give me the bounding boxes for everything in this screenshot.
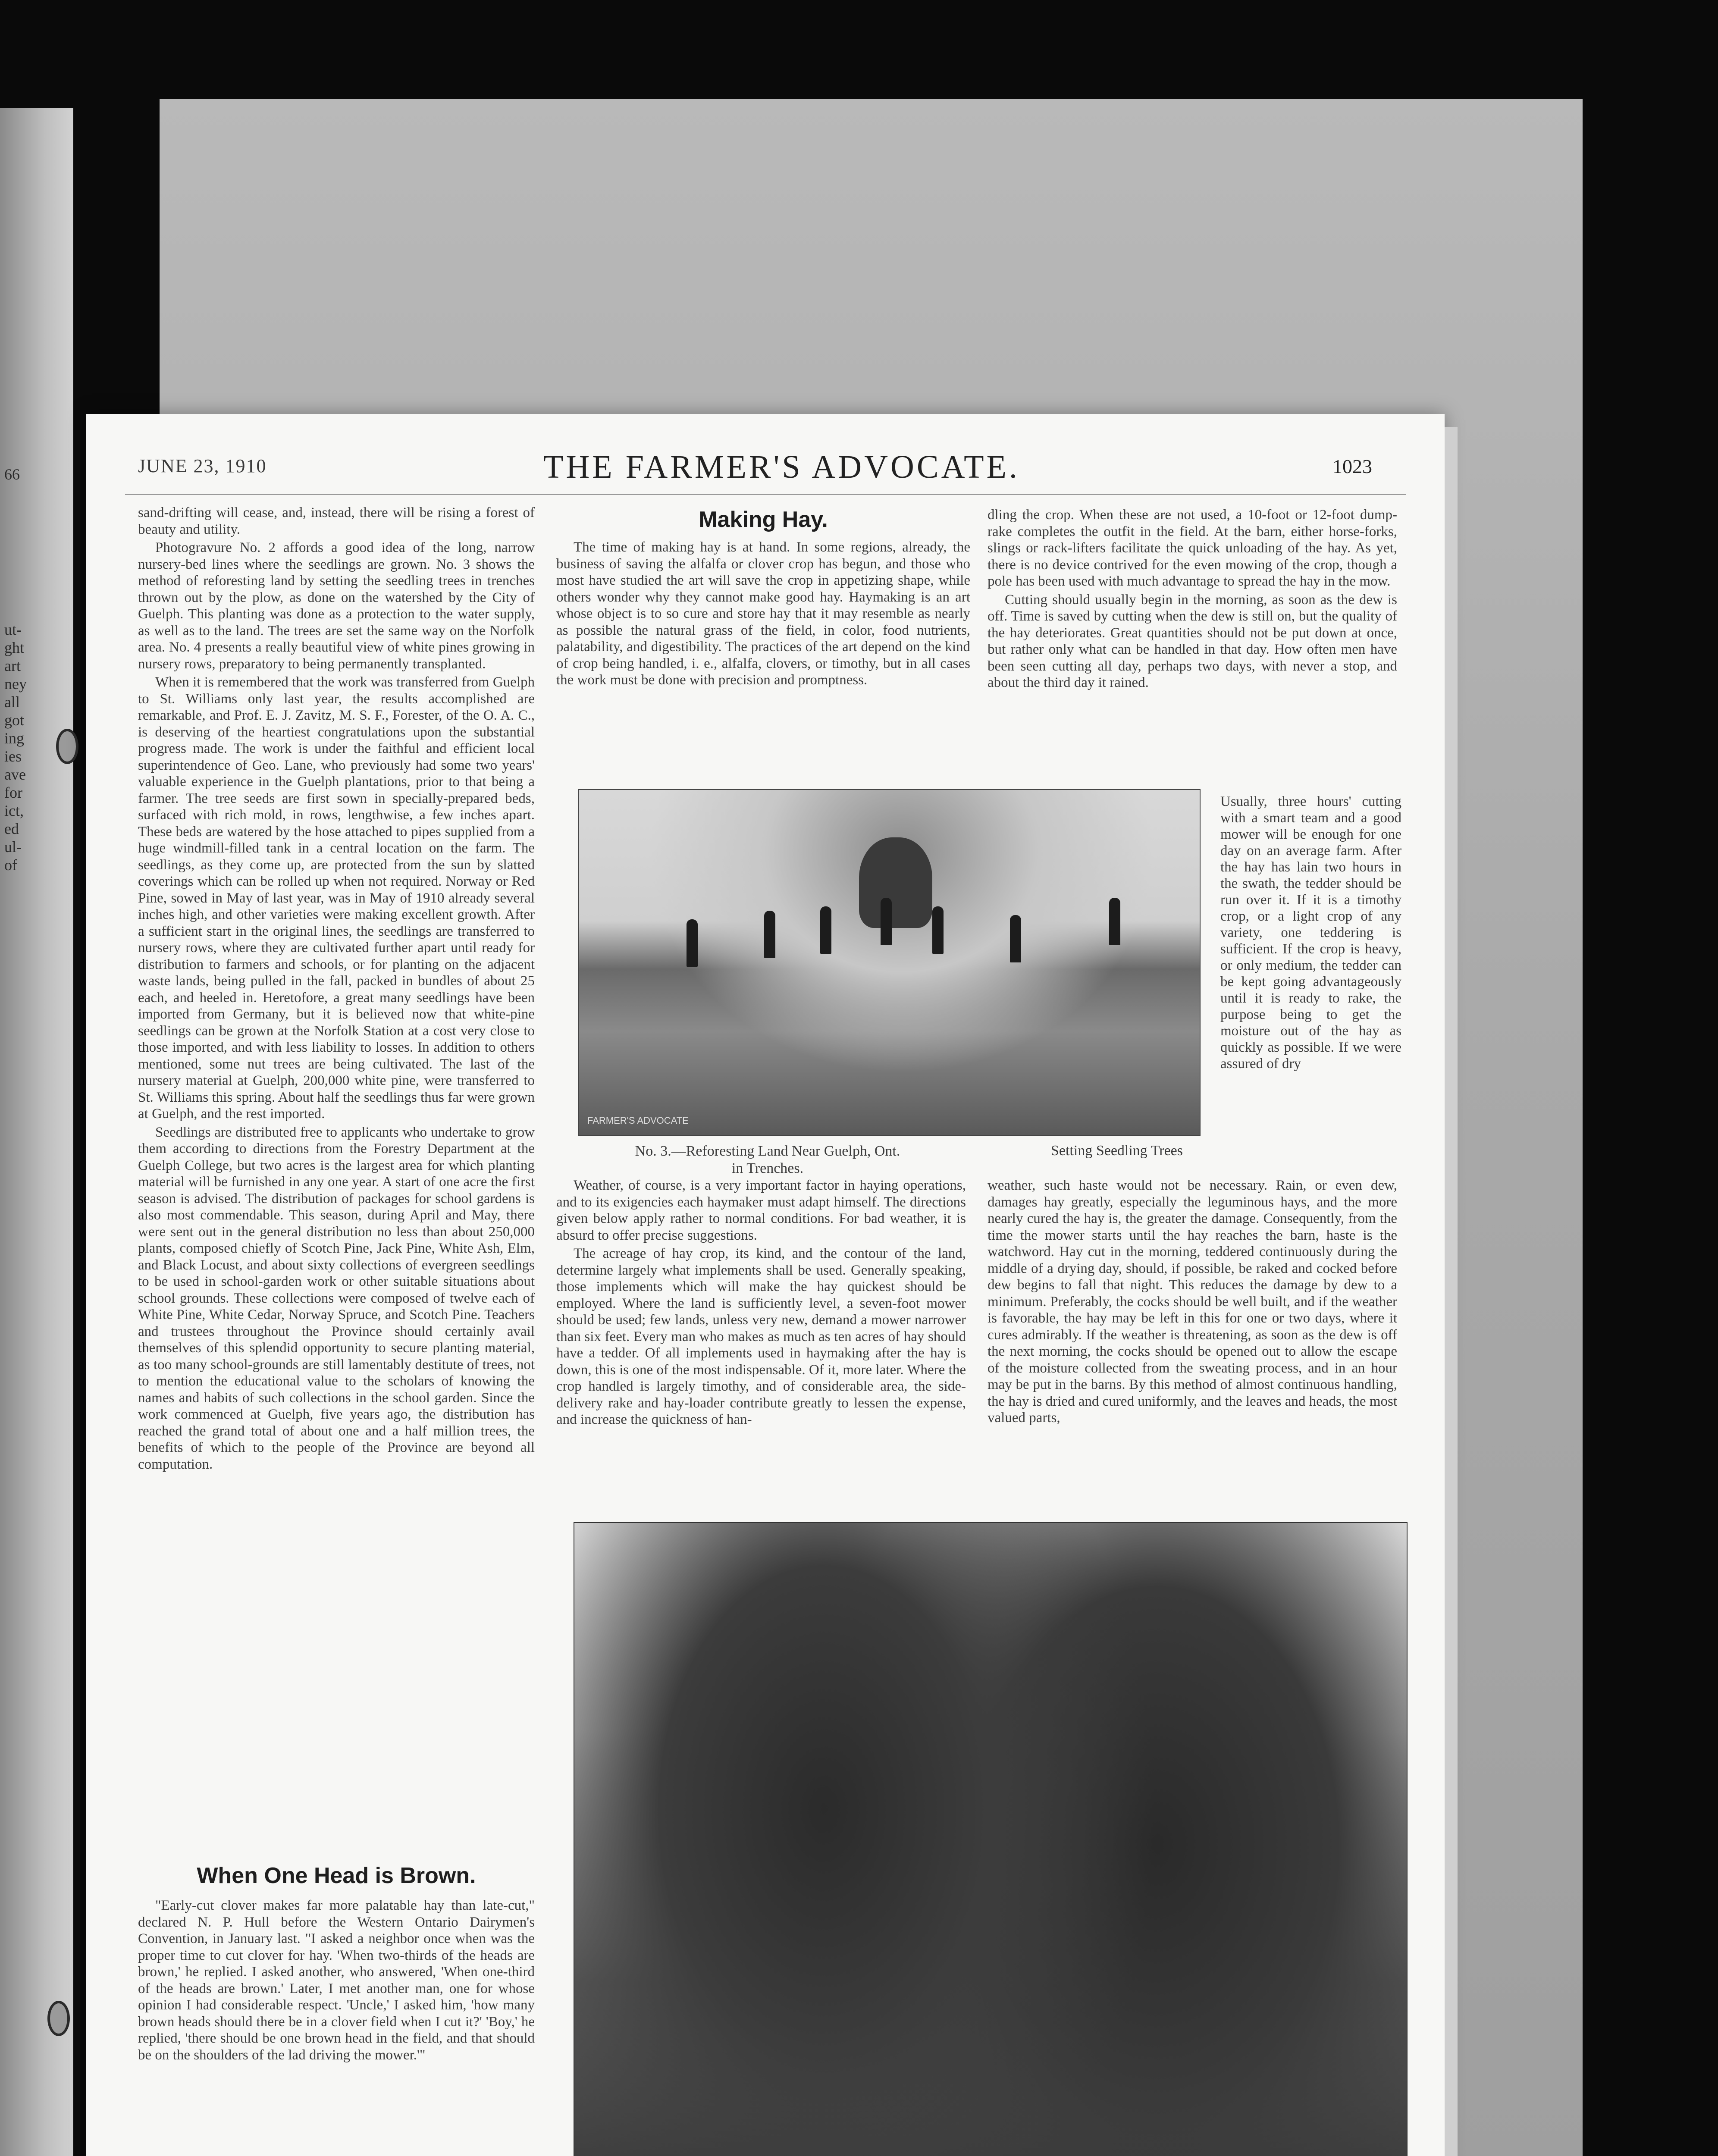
margin-fragment: ney	[4, 675, 27, 693]
newspaper-page	[86, 414, 1445, 2156]
page-edge	[1445, 427, 1458, 2156]
column-forestry-article	[138, 505, 535, 1474]
tree-silhouette	[859, 837, 932, 928]
paragraph: When it is remembered that the work was transferred from Guelph to St. Williams only last year, the results accomplished are remarkable, and Prof. E. J. Zavitz, M. S. F., Forester, of the O. A. C., is deserving of the heartiest congratulations upon the substantial progress made. The work is under the faithful and efficient local superintendence of Geo. Lane, who previously had some two years' valuable experience in the Guelph plantations, prior to that being a farmer. The tree seeds are first sown in specially-prepared beds, surfaced with rich mold, in rows, lengthwise, a few inches apart. These beds are watered by the hose attached to pipes supplied from a huge windmill-filled tank in a central location on the farm. The seedlings, as they come up, are protected from the sun by slatted coverings which can be rolled up when not required. Norway or Red Pine, sowed in May of last year, was in May of 1910 already several inches high, and other varieties were making excellent growth. After a sufficient start in the original lines, the seedlings are transferred to nursery rows, where they are cultivated further apart until ready for distribution to farmers and schools, or for planting on the adjacent waste lands, being pulled in the fall, packed in bundles of about 25 each, and heeled in. Heretofore, a great many seedlings have been imported from Germany, but it is believed now that white-pine seedlings can be grown at the Norfolk Station at a cost very close to those imported, and with less liability to losses. In addition to others mentioned, some nut trees are being cultivated. The last of the nursery material at Guelph, 200,000 white pine, were transferred to St. Williams this spring. About half the seedlings thus far were grown at Guelph, and the rest imported.	[138, 674, 535, 1122]
issue-date: JUNE 23, 1910	[138, 455, 267, 476]
caption-line: No. 3.—Reforesting Land Near Guelph, Ont.	[635, 1143, 900, 1159]
when-one-head-heading: When One Head is Brown.	[197, 1863, 476, 1888]
margin-fragment: ing	[4, 730, 25, 747]
masthead	[86, 414, 1445, 500]
worker-figure	[932, 906, 944, 954]
margin-fragment: ut-	[4, 621, 22, 638]
paragraph: Seedlings are distributed free to applicants who undertake to grow them according to directions from the Forestry Department at the Guelph College, but two acres is the largest area for which planting material will be furnished in any one year. A start of one acre the first season is advised. The distribution of packages for school gardens is also most commendable. This season, during April and May, there were sent out in the general distribution no less than about 250,000 plants, composed chiefly of Scotch Pine, Jack Pine, White Ash, Elm, and Black Locust, and about sixty collections of evergreen seedlings to be used in school-garden work or other suitable situations about school grounds. These collections were composed of twelve each of White Pine, White Cedar, Norway Spruce, and Scotch Pine. Teachers and trustees throughout the Province should certainly avail themselves of this splendid opportunity to secure planting material, as too many school-grounds are still lamentably destitute of trees, not to mention the educational value to the scholars of knowing the names and habits of such collections in the school garden. Since the work commenced at Guelph, five years ago, the distribution has reached the grand total of about one and a half million trees, the benefits of which to the people of the Province are beyond all computation.	[138, 1124, 535, 1472]
making-hay-narrow-column	[1220, 793, 1401, 1074]
binder-hole	[47, 2001, 70, 2036]
making-hay-column-5	[988, 1177, 1397, 1428]
header-rule	[125, 494, 1406, 495]
paragraph: The time of making hay is at hand. In some regions, already, the business of saving the alfalfa or clover crop has begun, and those who most have studied the art will save the crop in appetizing shape, while others wonder why they cannot make good hay. Haymaking is an art whose object is to so cure and store hay that it may resemble as nearly as possible the natural grass of the field, in color, food nutrients, palatability, and digestibility. The practices of the art depend on the kind of crop being handled, i. e., alfalfa, clovers, or timothy, but in all cases the work must be done with precision and promptness.	[556, 539, 970, 688]
making-hay-heading: Making Hay.	[699, 507, 828, 532]
worker-figure	[1109, 898, 1120, 945]
worker-figure	[1010, 915, 1021, 962]
margin-fragment: ies	[4, 748, 22, 765]
paragraph: weather, such haste would not be necessary. Rain, or even dew, damages hay greatly, especially the leguminous hays, and the more nearly cured the hay is, the greater the damage. Consequently, from the time the mower starts until the hay reaches the barn, haste is the watchword. Hay cut in the morning, teddered continuously during the middle of a drying day, should, if possible, be raked and cocked before dew begins to fall that night. This reduces the damage by dew to a minimum. Preferably, the cocks should be well built, and if the weather is favorable, the hay may be left in this for one or two days, where it cures admirably. If the weather is threatening, as soon as the dew is off the next morning, the cocks should be opened out to allow the escape of the moisture collected from the sweating process, and in an hour may be put in the barns. By this method of almost continuous handling, the hay is dried and cured uniformly, and the leaves and heads, the most valued parts,	[988, 1178, 1397, 1426]
paragraph: Weather, of course, is a very important factor in haying operations, and to its exigencies each haymaker must adapt himself. The directions given below apply rather to normal conditions. For bad weather, it is absurd to offer precise suggestions.	[556, 1178, 966, 1243]
margin-fragment: ul-	[4, 838, 22, 856]
photo-white-pine-nursery	[574, 1522, 1408, 2156]
paragraph: Photogravure No. 2 affords a good idea of the long, narrow nursery-bed lines where the seedlings are grown. No. 3 shows the method of reforesting land by setting the seedling trees in trenches thrown out by the plow, as done on the watershed by the City of Guelph. This planting was done as a protection to the water supply, as well as to the land. The trees are set the same way on the Norfolk area. No. 4 presents a really beautiful view of white pines growing in nursery rows, preparatory to being permanently transplanted.	[138, 540, 535, 672]
binder-hole	[56, 729, 78, 764]
paragraph: "Early-cut clover makes far more palatable hay than late-cut," declared N. P. Hull before the Western Ontario Dairymen's Convention, in January last. "I asked a neighbor once when was the proper time to cut clover for hay. 'When two-thirds of the heads are brown,' he replied. I asked another, who answered, 'When one-third of the heads are brown.' Later, I met another man, one for whose opinion I had considerable respect. 'Uncle,' I asked him, 'how many brown heads should there be in a clover field when I cut it?' 'Boy,' he replied, 'there should be one brown head in the field, and that should be on the shoulders of the lad driving the mower.'"	[138, 1898, 535, 2063]
margin-fragment: art	[4, 657, 21, 674]
page-number: 1023	[1332, 455, 1372, 477]
margin-fragment: ict,	[4, 802, 24, 819]
publication-title: THE FARMER'S ADVOCATE.	[543, 449, 1020, 485]
paragraph: Usually, three hours' cutting with a smart team and a good mower will be enough for one day on an average farm. After the hay has lain two hours in the swath, the tedder should be run over it. If it is a timothy crop, or a light crop of any variety, one teddering is sufficient. If the crop is heavy, or only medium, the tedder can be kept going advantageously until it is ready to rake, the purpose being to get the moisture out of the hay as quickly as possible. If we were assured of dry	[1220, 794, 1401, 1072]
margin-fragment: of	[4, 856, 17, 874]
adjacent-page-strip	[0, 108, 73, 2156]
photo-reforesting-land	[578, 789, 1201, 1136]
paragraph: The acreage of hay crop, its kind, and the contour of the land, determine largely what implements shall be used. Generally speaking, those implements which will make the hay quickest should be employed. Where the land is sufficiently level, a seven-foot mower should be used; few lands, unless very new, demand a mower narrower than six feet. Every man who makes as much as ten acres of hay should have a tedder. Of all implements used in haymaking after the hay is down, this is one of the most indispensable. Of it, more later. Where the crop handled is largely timothy, and of considerable area, the side-delivery rake and hay-loader contribute greatly to lessen the expense, and increase the quickness of han-	[556, 1246, 966, 1427]
photo1-caption	[578, 1143, 957, 1177]
when-one-head-body	[138, 1897, 535, 2065]
paragraph: sand-drifting will cease, and, instead, there will be rising a forest of beauty and utility.	[138, 505, 535, 537]
photo1-caption-right: Setting Seedling Trees	[1050, 1143, 1183, 1159]
worker-figure	[820, 906, 831, 954]
margin-fragment: ave	[4, 766, 26, 783]
paragraph: Cutting should usually begin in the morning, as soon as the dew is off. Time is saved by cutting when the dew is still on, but the quality of the hay deteriorates. Great quantities should not be put down at once, but rather only what can be handled in that day. How often men have been seen cutting all day, perhaps two days, with never a stop, and about the third day it rained.	[988, 592, 1397, 690]
making-hay-continued	[988, 507, 1397, 693]
worker-figure	[687, 919, 698, 967]
making-hay-intro	[556, 539, 970, 690]
worker-figure	[764, 911, 775, 958]
worker-figure	[881, 898, 892, 945]
caption-line: in Trenches.	[731, 1160, 804, 1176]
margin-fragment: got	[4, 711, 25, 729]
making-hay-column-4	[556, 1177, 966, 1430]
paragraph: dling the crop. When these are not used, a 10-foot or 12-foot dump-rake completes the outfit in the field. At the barn, either horse-forks, slings or rack-lifters facilitate the quick unloading of the hay. As yet, there is no device contrived for the even mowing of the crop, though a pole has been used with much advantage to spread the hay in the mow.	[988, 507, 1397, 589]
photo-credit: FARMER'S ADVOCATE	[587, 1115, 689, 1126]
margin-fragment: all	[4, 693, 20, 711]
margin-fragment: ght	[4, 639, 25, 656]
margin-fragment: for	[4, 784, 22, 801]
left-page-number: 66	[4, 466, 20, 483]
margin-fragment: ed	[4, 820, 19, 837]
